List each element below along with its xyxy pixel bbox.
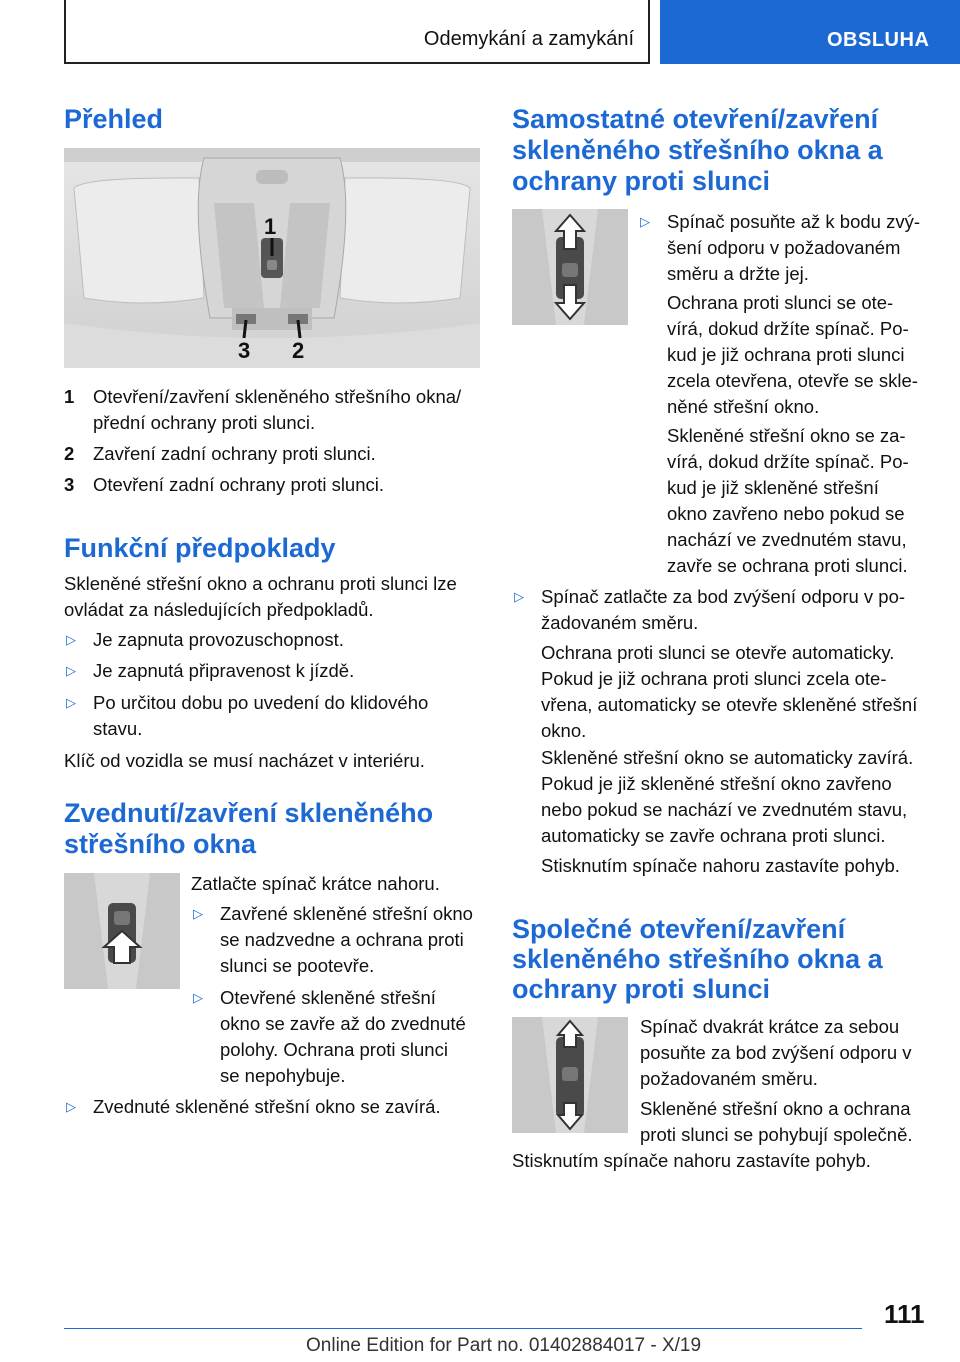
- bullet-text: Ochrana proti slunci se ote-: [667, 292, 894, 313]
- paragraph: Stisknutím spínače nahoru zastavíte pohyb.: [512, 1150, 871, 1171]
- bullet-text: okno zavřeno nebo pokud se: [667, 503, 905, 524]
- bullet-triangle-icon: ▷: [193, 906, 203, 921]
- bullet-text: vřena, automaticky se otevře skleněné střešní: [541, 694, 918, 715]
- list-item: Otevření/zavření skleněného střešního okna/: [93, 386, 462, 407]
- heading-predpoklady: Funkční předpoklady: [64, 533, 336, 563]
- bullet-text: Zvednuté skleněné střešní okno se zavírá.: [93, 1096, 441, 1117]
- footer-divider: [64, 1328, 862, 1329]
- callout-1: 1: [264, 214, 277, 239]
- paragraph: Zatlačte spínač krátce nahoru.: [191, 873, 440, 894]
- heading-spolecne-2: skleněného střešního okna a: [512, 944, 883, 974]
- bullet-triangle-icon: ▷: [66, 1099, 76, 1114]
- switch-push-up-figure: [64, 873, 180, 989]
- bullet-text: okno.: [541, 720, 587, 741]
- bullet-text: Skleněné střešní okno se za-: [667, 425, 906, 446]
- bullet-text: zavře se ochrana proti slunci.: [667, 555, 908, 576]
- bullet-text: nachází ve zvednutém stavu,: [667, 529, 907, 550]
- bullet-text: žadovaném směru.: [541, 612, 699, 633]
- bullet-text: šení odporu v požadovaném: [667, 237, 901, 258]
- bullet-text: Je zapnutá připravenost k jízdě.: [93, 660, 355, 681]
- heading-samostatne-1: Samostatné otevření/zavření: [512, 104, 879, 134]
- bullet-text: nebo pokud se nachází ve zvednutém stavu,: [541, 799, 908, 820]
- paragraph: Spínač dvakrát krátce za sebou: [640, 1016, 900, 1037]
- bullet-triangle-icon: ▷: [66, 663, 76, 678]
- bullet-text: se nadzvedne a ochrana proti: [220, 929, 464, 950]
- bullet-triangle-icon: ▷: [193, 990, 203, 1005]
- bullet-text: Po určitou dobu po uvedení do klidového: [93, 692, 429, 713]
- bullet-text: vírá, dokud držíte spínač. Po-: [667, 318, 909, 339]
- bullet-text: Stisknutím spínače nahoru zastavíte pohyb.: [541, 855, 900, 876]
- bullet-text: Pokud je již ochrana proti slunci zcela ote-: [541, 668, 887, 689]
- chapter-tab-label: OBSLUHA: [827, 29, 930, 51]
- paragraph: posuňte za bod zvýšení odporu v: [640, 1042, 912, 1063]
- bullet-triangle-icon: ▷: [514, 589, 524, 604]
- paragraph: Skleněné střešní okno a ochrana: [640, 1098, 911, 1119]
- callout-2: 2: [292, 338, 305, 363]
- heading-spolecne-3: ochrany proti slunci: [512, 974, 771, 1004]
- list-number: 2: [64, 443, 75, 464]
- heading-prehled: Přehled: [64, 104, 164, 134]
- bullet-text: Otevřené skleněné střešní: [220, 987, 436, 1008]
- section-title: Odemykání a zamykání: [423, 28, 634, 50]
- bullet-text: Je zapnuta provozuschopnost.: [93, 629, 344, 650]
- list-item: Zavření zadní ochrany proti slunci.: [93, 443, 376, 464]
- list-number: 1: [64, 386, 75, 407]
- paragraph: proti slunci se pohybují společně.: [640, 1124, 913, 1145]
- bullet-text: Zavřené skleněné střešní okno: [220, 903, 473, 924]
- callout-3: 3: [238, 338, 251, 363]
- bullet-text: polohy. Ochrana proti slunci: [220, 1039, 448, 1060]
- bullet-text: směru a držte jej.: [667, 263, 809, 284]
- bullet-text: Ochrana proti slunci se otevře automaticky.: [541, 642, 895, 663]
- bullet-text: Pokud je již skleněné střešní okno zavřeno: [541, 773, 892, 794]
- bullet-text: vírá, dokud držíte spínač. Po-: [667, 451, 909, 472]
- overview-figure: [64, 148, 480, 368]
- list-number: 3: [64, 474, 75, 495]
- list-item: přední ochrany proti slunci.: [93, 412, 316, 433]
- bullet-text: automaticky se zavře ochrana proti slunci.: [541, 825, 886, 846]
- bullet-triangle-icon: ▷: [640, 214, 650, 229]
- bullet-text: kud je již skleněné střešní: [667, 477, 879, 498]
- heading-zvednuti-2: střešního okna: [64, 829, 257, 859]
- paragraph: Klíč od vozidla se musí nacházet v interiéru.: [64, 750, 425, 771]
- switch-slide-figure: [512, 209, 628, 325]
- bullet-triangle-icon: ▷: [66, 632, 76, 647]
- bullet-text: kud je již ochrana proti slunci: [667, 344, 905, 365]
- bullet-text: se nepohybuje.: [220, 1065, 346, 1086]
- switch-double-slide-figure: [512, 1017, 628, 1133]
- bullet-text: stavu.: [93, 718, 143, 739]
- heading-samostatne-3: ochrany proti slunci: [512, 166, 771, 196]
- paragraph: Skleněné střešní okno a ochranu proti slunci lze: [64, 573, 457, 594]
- bullet-text: zcela otevřena, otevře se skle-: [667, 370, 918, 391]
- bullet-triangle-icon: ▷: [66, 695, 76, 710]
- list-item: Otevření zadní ochrany proti slunci.: [93, 474, 385, 495]
- paragraph: požadovaném směru.: [640, 1068, 818, 1089]
- heading-spolecne-1: Společné otevření/zavření: [512, 914, 846, 944]
- bullet-text: Spínač zatlačte za bod zvýšení odporu v po-: [541, 586, 906, 607]
- paragraph: ovládat za následujících předpokladů.: [64, 599, 374, 620]
- heading-samostatne-2: skleněného střešního okna a: [512, 135, 883, 165]
- bullet-text: Spínač posuňte až k bodu zvý-: [667, 211, 920, 232]
- edition-note: Online Edition for Part no. 01402884017 - X/19: [306, 1335, 702, 1356]
- page-number: 111: [884, 1299, 925, 1329]
- bullet-text: Skleněné střešní okno se automaticky zavírá.: [541, 747, 914, 768]
- bullet-text: něné střešní okno.: [667, 396, 820, 417]
- header-frame: [64, 0, 650, 64]
- bullet-text: slunci se pootevře.: [220, 955, 375, 976]
- heading-zvednuti-1: Zvednutí/zavření skleněného: [64, 798, 434, 828]
- bullet-text: okno se zavře až do zvednuté: [220, 1013, 466, 1034]
